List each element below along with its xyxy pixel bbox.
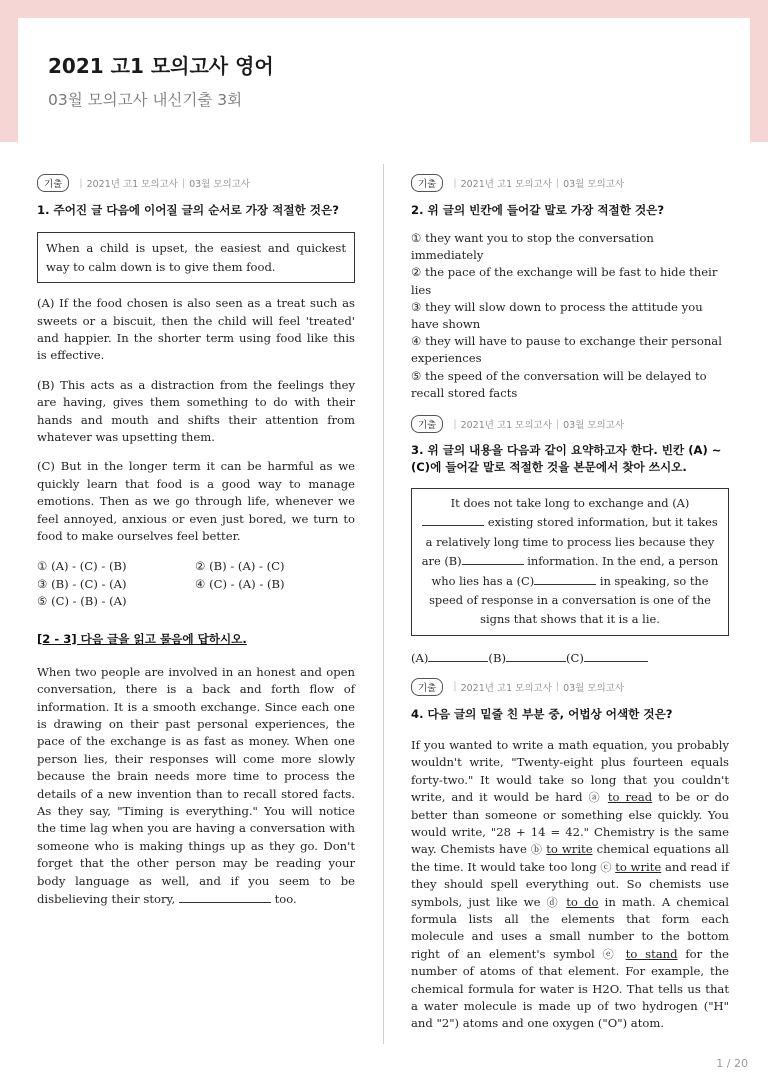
q4-source-tag xyxy=(411,679,729,695)
marker-b: ⓑ xyxy=(530,843,543,857)
passage-blank xyxy=(179,890,271,903)
tag-separator: | xyxy=(453,177,457,189)
tag-badge: 기출 xyxy=(411,415,443,433)
header-card xyxy=(18,18,750,142)
tag-year: 2021년 고1 모의고사 xyxy=(460,179,552,190)
q2-choice-2[interactable]: ② the pace of the exchange will be fast to hide their lies xyxy=(411,265,718,297)
tag-month: 03월 모의고사 xyxy=(563,420,625,432)
tag-year: 2021년 고1 모의고사 xyxy=(86,179,178,190)
q3-source-tag xyxy=(411,416,729,432)
q3-answer-b-label: (B) xyxy=(488,650,506,665)
marker-e: ⓔ xyxy=(602,947,618,961)
q2-choices xyxy=(411,230,729,402)
q1-choices xyxy=(37,558,355,610)
document-title: 2021 고1 모의고사 영어 xyxy=(48,54,274,78)
tag-separator: | xyxy=(555,418,560,430)
q1-choice-2[interactable]: ② (B) - (A) - (C) xyxy=(195,559,285,574)
q4-text-5: in math. A chemical formula lists all the elements that form each molecule and uses a small number to the bottom right of an element's symbol xyxy=(411,894,729,961)
q3-answer-b[interactable] xyxy=(506,649,566,662)
marker-d: ⓓ xyxy=(546,895,561,909)
document-subtitle: 03월 모의고사 내신기출 3회 xyxy=(48,91,243,109)
column-divider xyxy=(383,164,384,1044)
tag-badge: 기출 xyxy=(411,174,443,192)
q1-choice-3[interactable]: ③ (B) - (C) - (A) xyxy=(37,576,127,591)
q3-blank-c[interactable] xyxy=(534,572,596,585)
underline-d[interactable]: to do xyxy=(566,894,599,909)
q3-summary-2: existing stored information, but it takes a relatively long time to process lies because they are (B) xyxy=(421,515,718,569)
q4-text-4: and read if they should spell everything out. So chemists use symbols, just like we xyxy=(411,859,729,909)
q1-choice-4[interactable]: ④ (C) - (A) - (B) xyxy=(195,576,285,591)
passage-text: When two people are involved in an honest and open conversation, there is a back and forth flow of information. It is a smooth exchange. Since each one is drawing on their past personal experiences, the pace of the exchange is as fast as money. When one person lies, their responses will come more slowly because the brain needs more time to process the details of a new invention than to recall stored facts. As they say, "Timing is everything." You will notice the time lag when you are having a conversation with someone who is making things up as they go. Don't forget that the other person may be reading your body language as well, and if you seem to be disbelieving their story, xyxy=(37,664,355,906)
tag-separator: | xyxy=(453,681,457,693)
tag-year: 2021년 고1 모의고사 xyxy=(460,420,552,432)
q3-answer-a-label: (A) xyxy=(411,650,429,665)
q3-answer-c-label: (C) xyxy=(566,650,584,665)
tag-separator: | xyxy=(555,177,560,189)
q1-choice-5[interactable]: ⑤ (C) - (B) - (A) xyxy=(37,594,127,609)
right-column xyxy=(411,175,729,1033)
underline-a[interactable]: to read xyxy=(607,790,653,805)
q4-text-6: for the number of atoms of that element. For example, the chemical formula for water is H2O. That tells us that a water molecule is made up of two hydrogen ("H" and "2") atoms and one oxygen ("O") atom. xyxy=(411,946,730,1031)
q2-choice-4[interactable]: ④ they will have to pause to exchange their personal experiences xyxy=(411,334,722,366)
page-number: 1 / 20 xyxy=(716,1057,748,1070)
q3-summary-3: information. In the end, a person who lies has a (C) xyxy=(431,554,719,588)
q4-text-1: If you wanted to write a math equation, you probably wouldn't write, "Twenty-eight plus fourteen equals forty-two." It would take so long that you couldn't write, and it would be hard xyxy=(411,737,729,805)
left-column xyxy=(37,175,355,908)
q2-choice-5[interactable]: ⑤ the speed of the conversation will be delayed to recall stored facts xyxy=(411,368,707,400)
q4-text-2: to be or do better than someone or something else quickly. You would write, "28 + 14 = 42." Chemistry is the same way. Chemists have xyxy=(411,790,729,857)
passage-end: too. xyxy=(274,891,297,906)
tag-year: 2021년 고1 모의고사 xyxy=(460,682,552,694)
underline-e[interactable]: to stand xyxy=(625,946,678,961)
tag-month: 03월 모의고사 xyxy=(563,682,625,694)
q3-summary-1: It does not take long to exchange and (A) xyxy=(450,496,690,511)
q1-paragraph-b: (B) This acts as a distraction from the feelings they are having, gives them something to do with their hands and mouth and shifts their attention from whatever was upsetting them. xyxy=(37,377,355,445)
q1-paragraph-c: (C) But in the longer term it can be harmful as we quickly learn that food is a good way to manage emotions. Then as we go through life, whenever we feel annoyed, anxious or even just bored, we turn to food to make ourselves feel better. xyxy=(37,459,355,544)
marker-a: ⓐ xyxy=(588,791,602,805)
tag-badge: 기출 xyxy=(411,678,443,696)
q2-title: 2. 위 글의 빈칸에 들어갈 말로 가장 적절한 것은? xyxy=(411,203,665,217)
tag-month: 03월 모의고사 xyxy=(563,179,625,190)
q2-source-tag xyxy=(411,175,729,191)
q1-given-text: When a child is upset, the easiest and quickest way to calm down is to give them food. xyxy=(46,241,346,274)
tag-badge: 기출 xyxy=(37,174,69,192)
tag-separator: | xyxy=(453,418,457,430)
q4-passage xyxy=(411,737,729,1033)
q3-answer-line xyxy=(411,649,729,665)
passage-2-3 xyxy=(37,664,355,909)
q1-given-box xyxy=(37,232,355,283)
q2-choice-1[interactable]: ① they want you to stop the conversation immediately xyxy=(411,231,654,263)
tag-separator: | xyxy=(555,681,560,693)
q3-summary-box xyxy=(411,488,729,636)
q1-source-tag xyxy=(37,175,355,191)
q1-paragraph-a: (A) If the food chosen is also seen as a treat such as sweets or a biscuit, then the child will feel 'treated' and happier. In the shorter term using food like this is effective. xyxy=(37,296,355,363)
q3-answer-a[interactable] xyxy=(428,649,488,662)
q3-answer-c[interactable] xyxy=(584,649,648,662)
tag-separator: | xyxy=(79,177,83,189)
group-heading: [2 - 3] 다음 글을 읽고 물음에 답하시오. xyxy=(37,631,247,646)
tag-month: 03월 모의고사 xyxy=(189,179,251,190)
tag-separator: | xyxy=(181,177,186,189)
q3-summary-4: in speaking, so the speed of response in a conversation is one of the signs that shows that it is a lie. xyxy=(429,573,711,627)
q4-title: 4. 다음 글의 밑줄 친 부분 중, 어법상 어색한 것은? xyxy=(411,706,673,721)
q4-text-3: chemical equations all the time. It would take too long xyxy=(411,842,730,874)
q3-title: 3. 위 글의 내용을 다음과 같이 요약하고자 한다. 빈칸 (A) ~ (C)에 들어갈 말로 적절한 것을 본문에서 찾아 쓰시오. xyxy=(411,443,722,475)
q3-blank-a[interactable] xyxy=(422,513,484,526)
underline-b[interactable]: to write xyxy=(546,842,593,857)
underline-c[interactable]: to write xyxy=(615,859,662,874)
q1-title: 1. 주어진 글 다음에 이어질 글의 순서로 가장 적절한 것은? xyxy=(37,203,339,217)
q1-choice-1[interactable]: ① (A) - (C) - (B) xyxy=(37,559,127,574)
q2-choice-3[interactable]: ③ they will slow down to process the attitude you have shown xyxy=(411,299,703,332)
marker-c: ⓒ xyxy=(600,860,612,874)
q3-blank-b[interactable] xyxy=(462,552,524,565)
